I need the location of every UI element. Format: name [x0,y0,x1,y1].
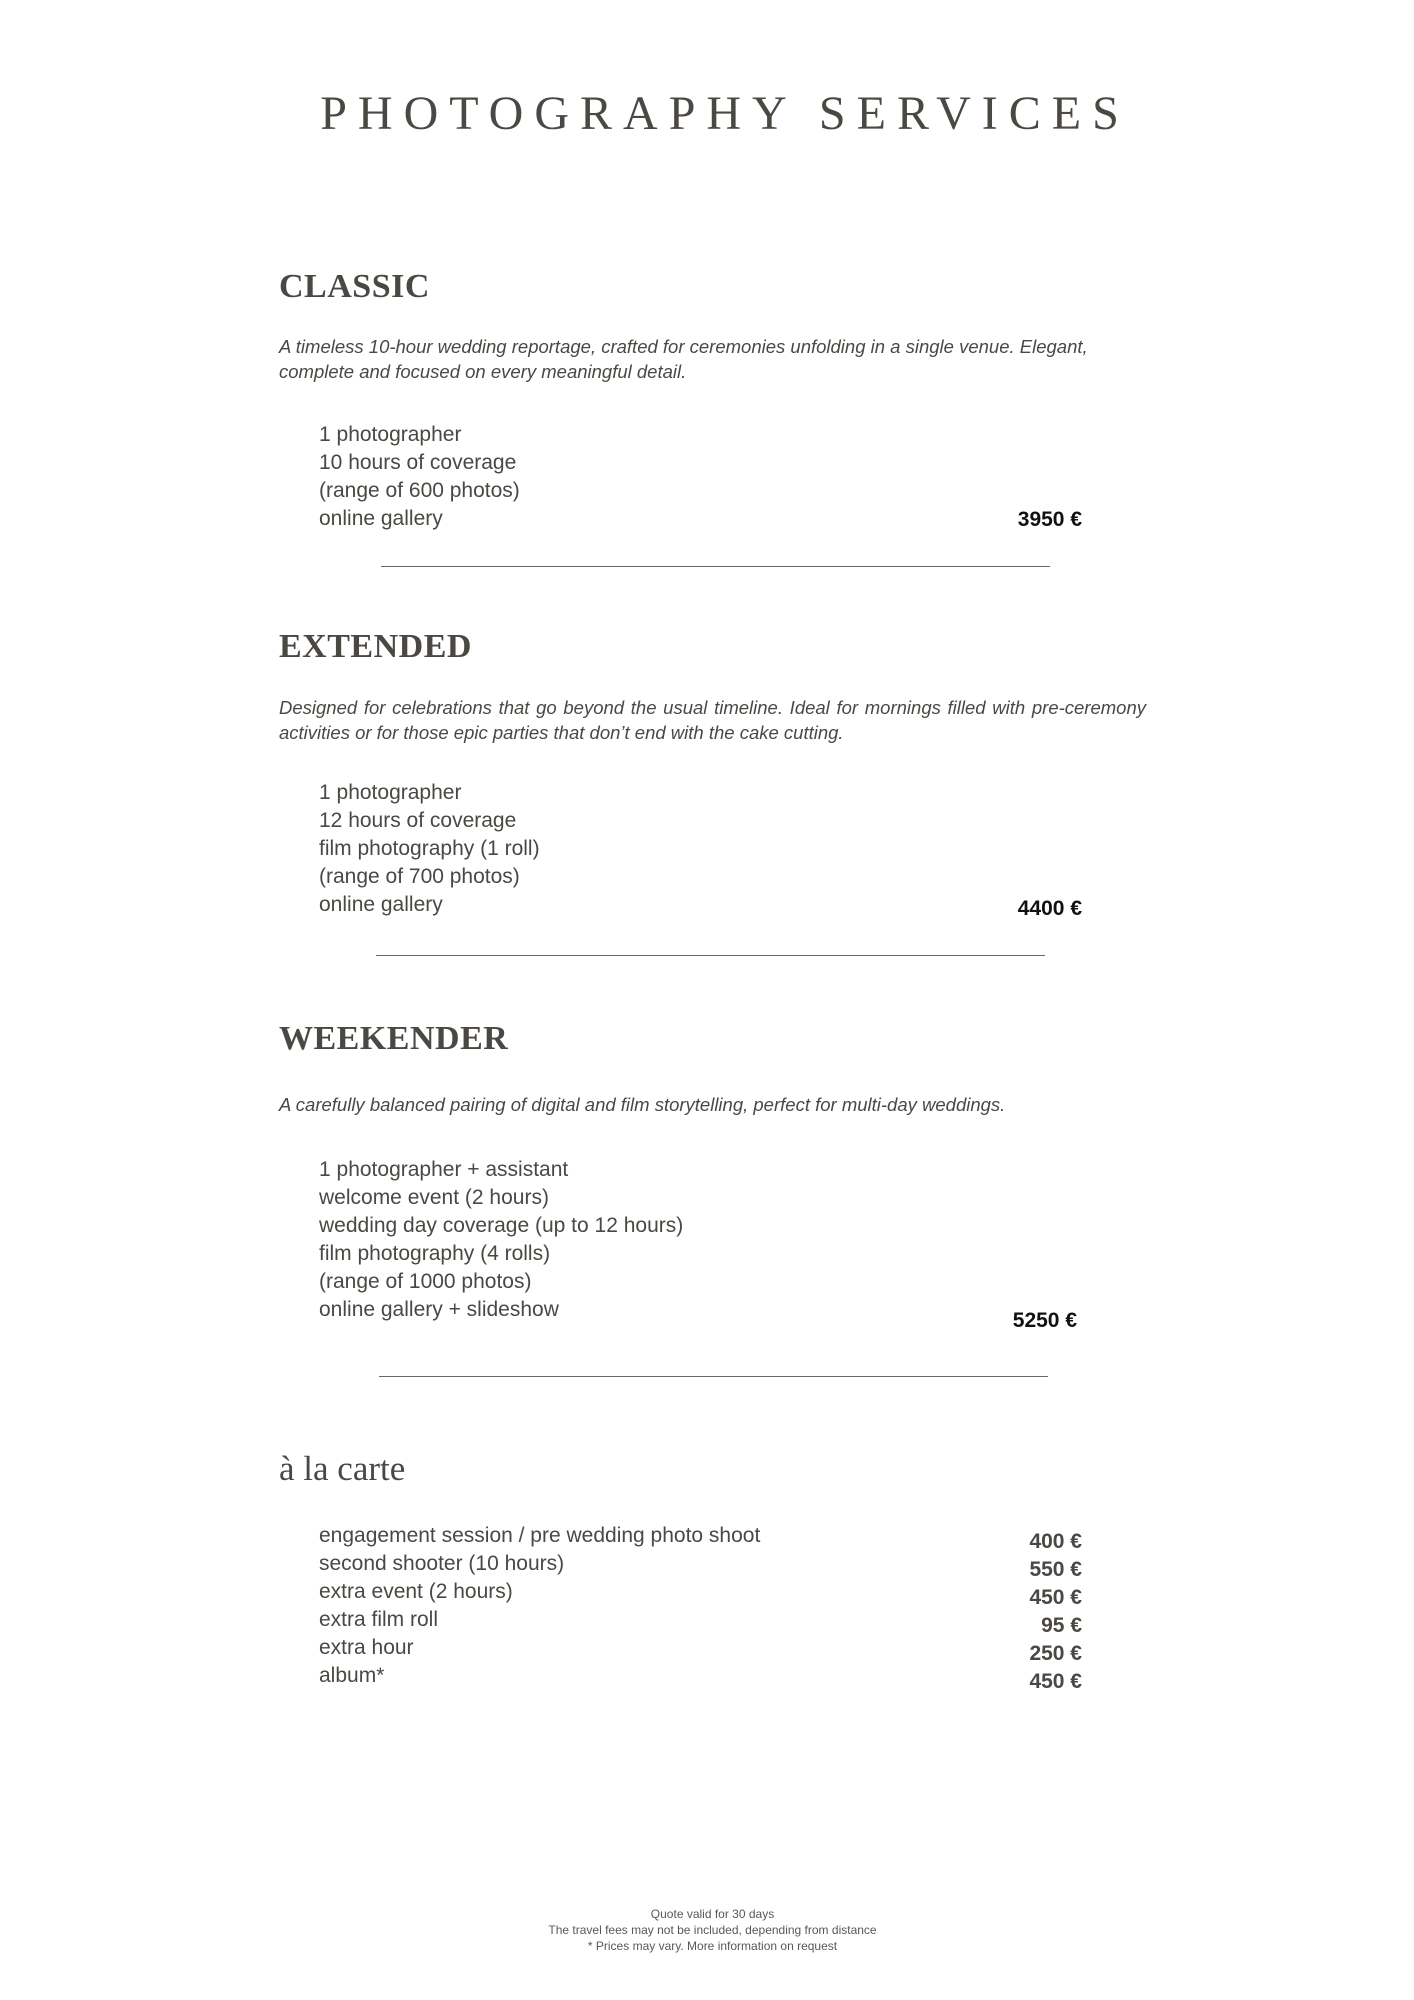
a-la-carte-title: à la carte [279,1449,406,1488]
price-weekender: 5250 € [1012,1309,1077,1332]
list-item: 10 hours of coverage [319,451,517,474]
package-description-classic: A timeless 10-hour wedding reportage, crafted for ceremonies unfolding in a single venue. Elegant, complete and focused on every meaningful detail. [279,336,1088,382]
feature-list-classic [319,421,520,533]
footer-notes [0,1906,1414,1954]
feature-list-extended [319,779,540,919]
list-item: 1 photographer + assistant [319,1158,569,1181]
item-price: 250 € [1029,1642,1082,1665]
item-price: 450 € [1029,1586,1082,1609]
divider [379,1376,1048,1377]
list-item: film photography (4 rolls) [319,1242,551,1265]
feature-list-weekender [319,1156,683,1324]
list-item: film photography (1 roll) [319,837,540,860]
list-item: (range of 700 photos) [319,865,520,888]
list-item: album* [319,1664,385,1687]
a-la-carte-list [319,1522,760,1690]
list-item: second shooter (10 hours) [319,1552,565,1575]
list-item: welcome event (2 hours) [319,1186,549,1209]
price-classic: 3950 € [1017,508,1082,531]
package-title-weekender: WEEKENDER [279,1020,509,1057]
package-description-weekender: A carefully balanced pairing of digital and film storytelling, perfect for multi-day weddings. [279,1094,1006,1115]
list-item: online gallery [319,507,443,530]
item-price: 400 € [1029,1530,1082,1553]
a-la-carte-prices [882,1528,1082,1696]
list-item: wedding day coverage (up to 12 hours) [319,1214,684,1237]
package-description-extended: Designed for celebrations that go beyond the usual timeline. Ideal for mornings filled with pre-ceremony activities or for those epic parties that don’t end with the cake cutting. [279,697,1146,743]
footer-line: The travel fees may not be included, depending from distance [548,1923,877,1937]
item-price: 550 € [1029,1558,1082,1581]
list-item: 1 photographer [319,781,462,804]
list-item: online gallery + slideshow [319,1298,559,1321]
package-title-classic: CLASSIC [279,268,430,305]
footer-line: * Prices may vary. More information on request [587,1939,838,1953]
item-price: 450 € [1029,1670,1082,1693]
list-item: engagement session / pre wedding photo shoot [319,1524,761,1547]
list-item: (range of 600 photos) [319,479,520,502]
footer-line: Quote valid for 30 days [650,1907,775,1921]
list-item: extra event (2 hours) [319,1580,513,1603]
list-item: 12 hours of coverage [319,809,517,832]
list-item: (range of 1000 photos) [319,1270,532,1293]
list-item: 1 photographer [319,423,462,446]
item-price: 95 € [1041,1614,1082,1637]
list-item: extra film roll [319,1608,439,1631]
divider [381,566,1050,567]
list-item: online gallery [319,893,443,916]
price-extended: 4400 € [1017,897,1082,920]
list-item: extra hour [319,1636,414,1659]
page-title: PHOTOGRAPHY SERVICES [320,87,1130,140]
package-title-extended: EXTENDED [279,628,472,665]
divider [376,955,1045,956]
